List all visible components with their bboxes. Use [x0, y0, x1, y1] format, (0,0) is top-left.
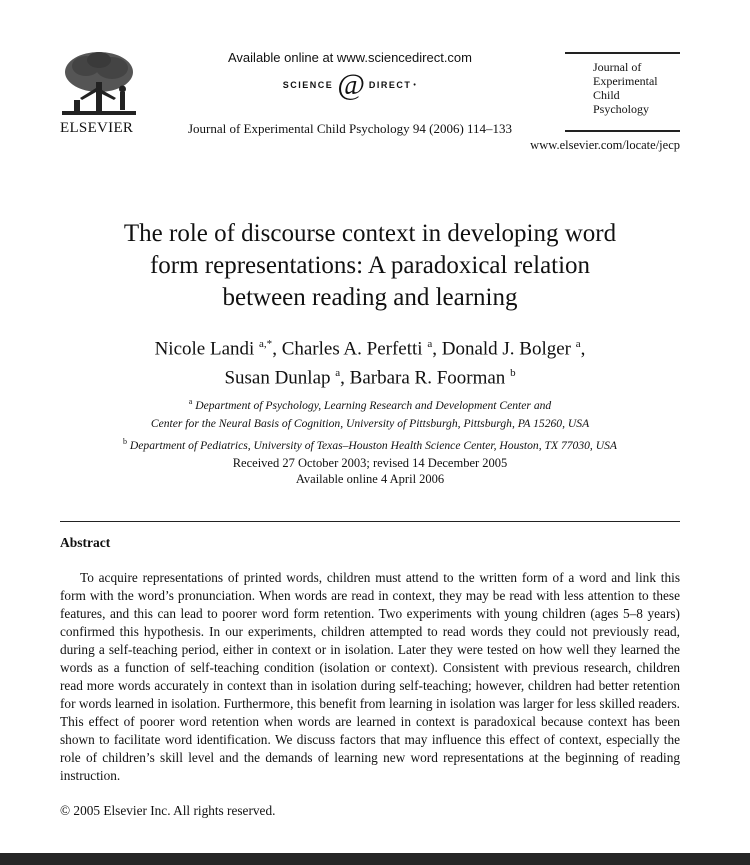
- title-line: between reading and learning: [222, 284, 518, 311]
- article-title: [60, 218, 680, 314]
- author-name[interactable]: Barbara R. Foorman: [349, 367, 506, 389]
- sd-left-text: SCIENCE: [282, 80, 334, 90]
- author-name[interactable]: Donald J. Bolger: [441, 338, 572, 360]
- journal-logo-line: Experimental: [593, 74, 658, 88]
- affiliation-a-line2: Center for the Neural Basis of Cognition, University of Pittsburgh, Pittsburgh, PA 15260, USA: [150, 416, 590, 430]
- author-name[interactable]: Charles A. Perfetti: [281, 338, 423, 360]
- journal-logo-line: Psychology: [593, 102, 650, 116]
- author-affiliation-mark[interactable]: a,*: [259, 338, 273, 350]
- available-online-notice: Available online at www.sciencedirect.com: [228, 50, 472, 65]
- author-affiliation-mark: a: [427, 338, 433, 350]
- affiliation-b-line: Department of Pediatrics, University of Texas–Houston Health Science Center, Houston, TX 77030, USA: [129, 438, 617, 452]
- available-online-date: Available online 4 April 2006: [295, 472, 445, 486]
- author-name[interactable]: Susan Dunlap: [224, 367, 331, 389]
- journal-logo-line: Child: [593, 88, 620, 102]
- journal-logo-box: [565, 52, 680, 132]
- section-divider: [60, 521, 680, 522]
- affiliation-a-line1: Department of Psychology, Learning Research and Development Center and: [195, 398, 552, 412]
- affiliation-mark: a: [188, 397, 193, 406]
- author-name[interactable]: Nicole Landi: [154, 338, 255, 360]
- elsevier-tree-logo: [60, 48, 138, 120]
- abstract-heading: Abstract: [60, 535, 111, 550]
- author-affiliation-mark: a: [335, 367, 341, 380]
- sciencedirect-logo: [250, 68, 450, 101]
- affiliations: [60, 393, 680, 455]
- author-affiliation-mark: a: [575, 338, 581, 350]
- affiliation-mark: b: [122, 436, 127, 446]
- received-date: Received 27 October 2003; revised 14 December 2005: [232, 456, 508, 470]
- sd-dot: •: [413, 81, 418, 89]
- author-list: Nicole Landi $^{a,*}$, Charles A. Perfetti $^a$, Donald J. Bolger $^a$, Susan Dunlap $^a$, Barbara R. Foorman $^b$: [154, 338, 586, 389]
- sd-at-mark: @: [337, 68, 365, 101]
- publisher-name: ELSEVIER: [60, 120, 134, 136]
- abstract-text: To acquire representations of printed words, children must attend to the written form of a word and link this form with the word’s pronunciation. When words are read in context, they may be read with less attention to these features, and this can lead to poorer word form retention. Two experiments with young children (ages 5–8 years) confirmed this hypothesis. In our experiments, children attempted to read words they could not previously read, during a self-teaching period, either in context or in isolation. Later they were tested on how well they learned the words as a function of self-teaching condition (isolation or context). Consistent with previous research, children read more words accurately in context than in isolation during self-teaching; however, children had better retention for words learned in isolation. Furthermore, this benefit from learning in isolation was larger for less skilled readers. This effect of poorer word retention when words are learned in context is paradoxical because context has been shown to facilitate word identification. We discuss factors that may influence this effect of context, especially the role of children’s skill level and the demands of learning new word representations at the beginning of reading instruction.: [60, 570, 680, 783]
- title-line: The role of discourse context in developing word: [123, 220, 617, 247]
- journal-logo-line: Journal of: [593, 60, 642, 74]
- article-dates: [60, 455, 680, 487]
- author-affiliation-mark: b: [510, 367, 516, 380]
- copyright-notice: © 2005 Elsevier Inc. All rights reserved.: [60, 803, 276, 818]
- title-line: form representations: A paradoxical relation: [149, 252, 591, 279]
- sd-right-text: DIRECT: [368, 80, 412, 90]
- journal-url-link[interactable]: www.elsevier.com/locate/jecp: [530, 138, 680, 152]
- viewer-bottom-bar: [0, 853, 750, 865]
- journal-citation: Journal of Experimental Child Psychology 94 (2006) 114–133: [187, 121, 513, 136]
